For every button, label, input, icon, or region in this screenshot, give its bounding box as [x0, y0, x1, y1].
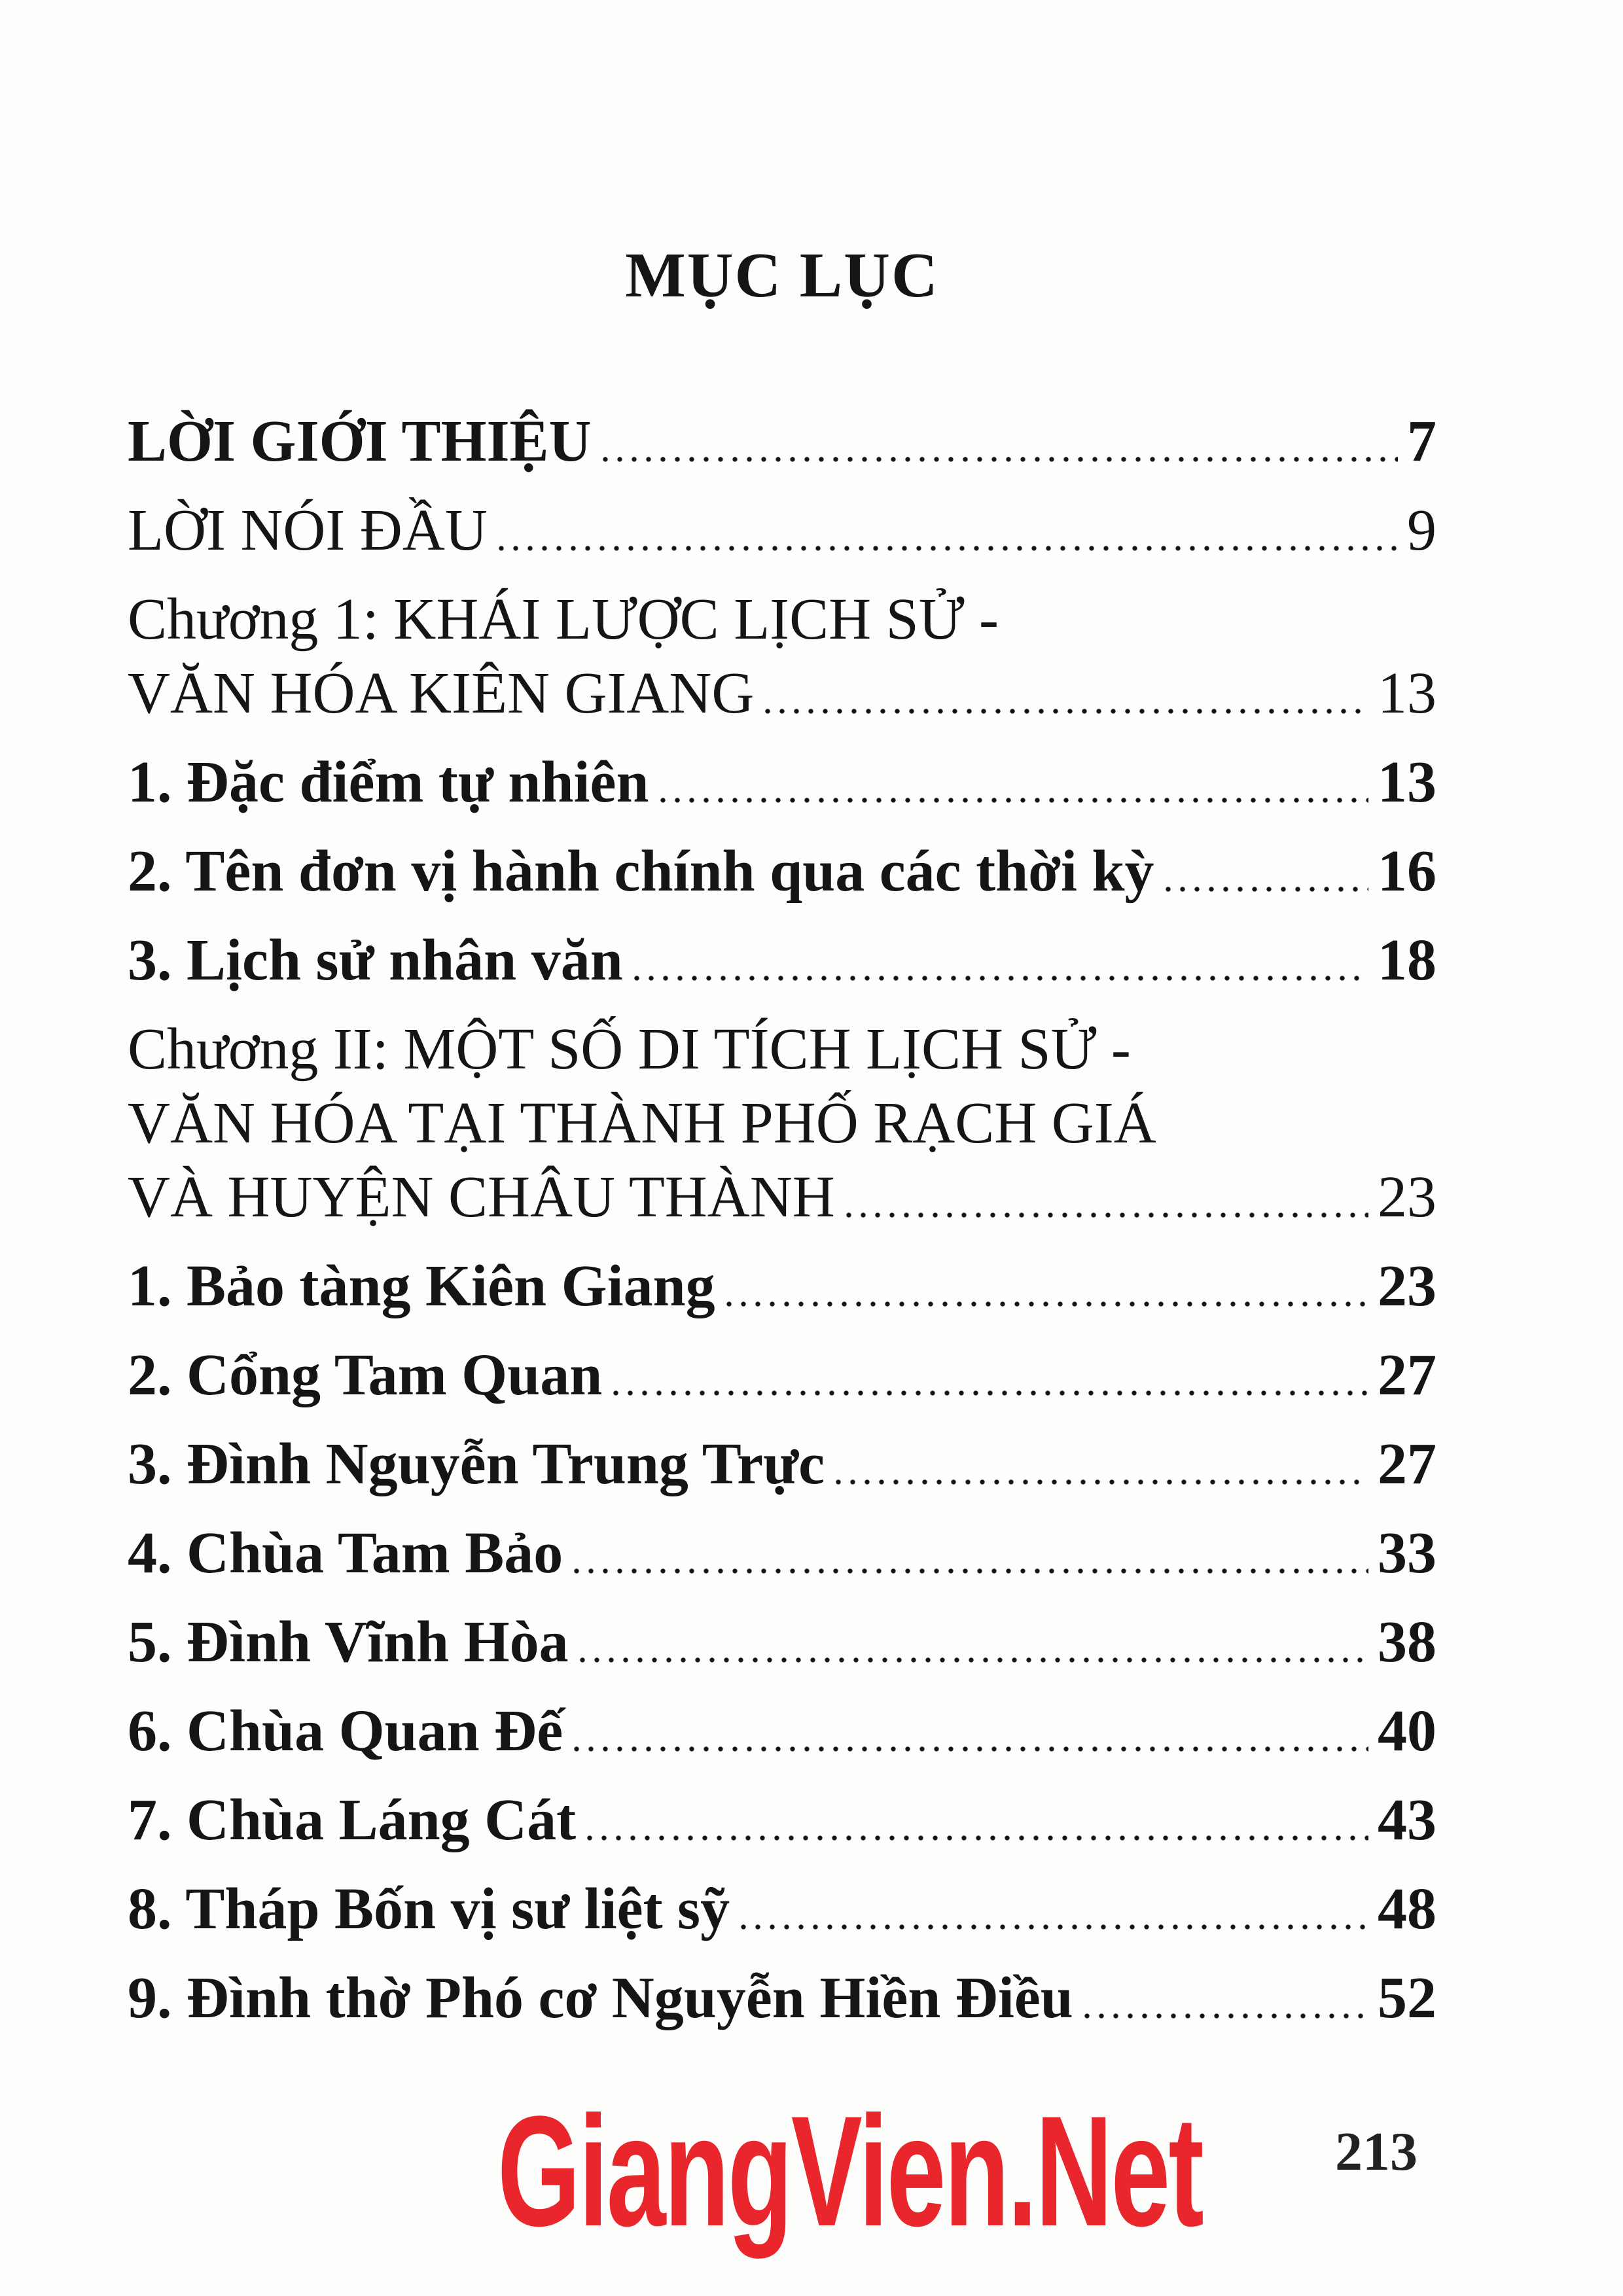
toc-entry-line [128, 1504, 1436, 1593]
toc-entry-title: LỜI GIỚI THIỆU [128, 409, 592, 474]
toc-entry-page: 13 [1378, 750, 1436, 815]
dot-leader [1161, 885, 1368, 893]
toc-entry-title: 5. Đình Vĩnh Hòa [128, 1610, 569, 1674]
toc-entry[interactable] [128, 1949, 1436, 2038]
toc-entry-line [128, 1415, 1436, 1504]
toc-entry-title: 8. Tháp Bốn vị sư liệt sỹ [128, 1877, 730, 1941]
toc-entry-page: 33 [1378, 1521, 1436, 1585]
dot-leader [630, 974, 1368, 982]
page-number: 213 [1335, 2121, 1418, 2182]
toc-entry-page: 27 [1378, 1343, 1436, 1407]
toc-entry-page: 18 [1378, 928, 1436, 993]
toc-entry-line [128, 1593, 1436, 1682]
toc-entry-title: 3. Đình Nguyễn Trung Trực [128, 1432, 825, 1496]
toc-entry-title: 1. Đặc điểm tự nhiên [128, 750, 649, 815]
toc-entry-title: Chương 1: KHÁI LƯỢC LỊCH SỬ - [128, 587, 999, 652]
toc-entry-title: 7. Chùa Láng Cát [128, 1788, 577, 1852]
toc-entry[interactable] [128, 822, 1436, 911]
toc-entry[interactable] [128, 733, 1436, 822]
toc-entry-title: 3. Lịch sử nhân văn [128, 928, 623, 993]
toc-entry[interactable] [128, 1860, 1436, 1949]
dot-leader [656, 796, 1368, 804]
toc-entry-line [128, 1682, 1436, 1771]
toc-entry[interactable] [128, 1415, 1436, 1504]
toc-entry[interactable] [128, 393, 1436, 482]
toc-entry-page: 23 [1378, 1254, 1436, 1318]
toc-entry-line [128, 1089, 1436, 1163]
toc-entry-page: 9 [1407, 498, 1436, 563]
dot-leader [760, 707, 1368, 715]
toc-entry[interactable] [128, 571, 1436, 733]
toc-entry-line [128, 733, 1436, 822]
toc-entry-line [128, 393, 1436, 482]
toc-entry-page: 38 [1378, 1610, 1436, 1674]
toc-entry-page: 23 [1378, 1165, 1436, 1229]
toc-entry[interactable] [128, 1326, 1436, 1415]
toc-entry-line [128, 1949, 1436, 2038]
dot-leader [1080, 2012, 1368, 2020]
toc-entry-page: 27 [1378, 1432, 1436, 1496]
toc-entry-title: Chương II: MỘT SỐ DI TÍCH LỊCH SỬ - [128, 1017, 1131, 1082]
toc-entry-title: VĂN HÓA TẠI THÀNH PHỐ RẠCH GIÁ [128, 1091, 1156, 1156]
toc-entry-line [128, 822, 1436, 911]
toc-entry[interactable] [128, 1771, 1436, 1860]
toc-entry[interactable] [128, 482, 1436, 571]
toc-entry-page: 16 [1378, 839, 1436, 904]
toc-entry-line [128, 1326, 1436, 1415]
toc-entry-title: 1. Bảo tàng Kiên Giang [128, 1254, 715, 1318]
dot-leader [736, 1923, 1368, 1931]
dot-leader [494, 544, 1398, 552]
toc-entry-page: 43 [1378, 1788, 1436, 1852]
dot-leader [609, 1389, 1368, 1397]
toc-entry[interactable] [128, 1593, 1436, 1682]
watermark: GiangVien.Net [497, 2083, 1203, 2259]
toc-entry-line [128, 1771, 1436, 1860]
toc-entry-line [128, 911, 1436, 1000]
dot-leader [575, 1656, 1368, 1664]
toc-entry-title: VÀ HUYỆN CHÂU THÀNH [128, 1165, 835, 1229]
toc-entry-line [128, 1860, 1436, 1949]
toc-entry-title: LỜI NÓI ĐẦU [128, 498, 488, 563]
toc-entry-title: 6. Chùa Quan Đế [128, 1699, 563, 1763]
toc-entry[interactable] [128, 1237, 1436, 1326]
toc-entry[interactable] [128, 1504, 1436, 1593]
dot-leader [722, 1300, 1368, 1308]
toc-entry-title: 2. Tên đơn vị hành chính qua các thời kỳ [128, 839, 1154, 904]
toc-entry[interactable] [128, 1000, 1436, 1237]
dot-leader [582, 1834, 1368, 1842]
toc-entry-page: 7 [1407, 409, 1436, 474]
page-title: MỤC LỤC [625, 240, 939, 311]
dot-leader [831, 1478, 1368, 1486]
dot-leader [842, 1211, 1368, 1219]
dot-leader [569, 1745, 1368, 1753]
toc-entry-title: 2. Cổng Tam Quan [128, 1343, 603, 1407]
toc-entry-title: 9. Đình thờ Phó cơ Nguyễn Hiền Điều [128, 1966, 1073, 2030]
toc-entry-line [128, 1163, 1436, 1237]
dot-leader [598, 455, 1398, 463]
toc-entry-line [128, 1000, 1436, 1089]
toc-entry-line [128, 571, 1436, 660]
toc-entry-line [128, 482, 1436, 571]
toc-entry-page: 13 [1378, 661, 1436, 726]
table-of-contents [128, 393, 1436, 2038]
toc-entry-page: 52 [1378, 1966, 1436, 2030]
toc-entry[interactable] [128, 1682, 1436, 1771]
toc-entry-title: VĂN HÓA KIÊN GIANG [128, 661, 755, 726]
toc-entry-title: 4. Chùa Tam Bảo [128, 1521, 563, 1585]
toc-entry[interactable] [128, 911, 1436, 1000]
toc-entry-line [128, 660, 1436, 733]
dot-leader [569, 1567, 1368, 1575]
toc-entry-line [128, 1237, 1436, 1326]
toc-entry-page: 48 [1378, 1877, 1436, 1941]
toc-entry-page: 40 [1378, 1699, 1436, 1763]
